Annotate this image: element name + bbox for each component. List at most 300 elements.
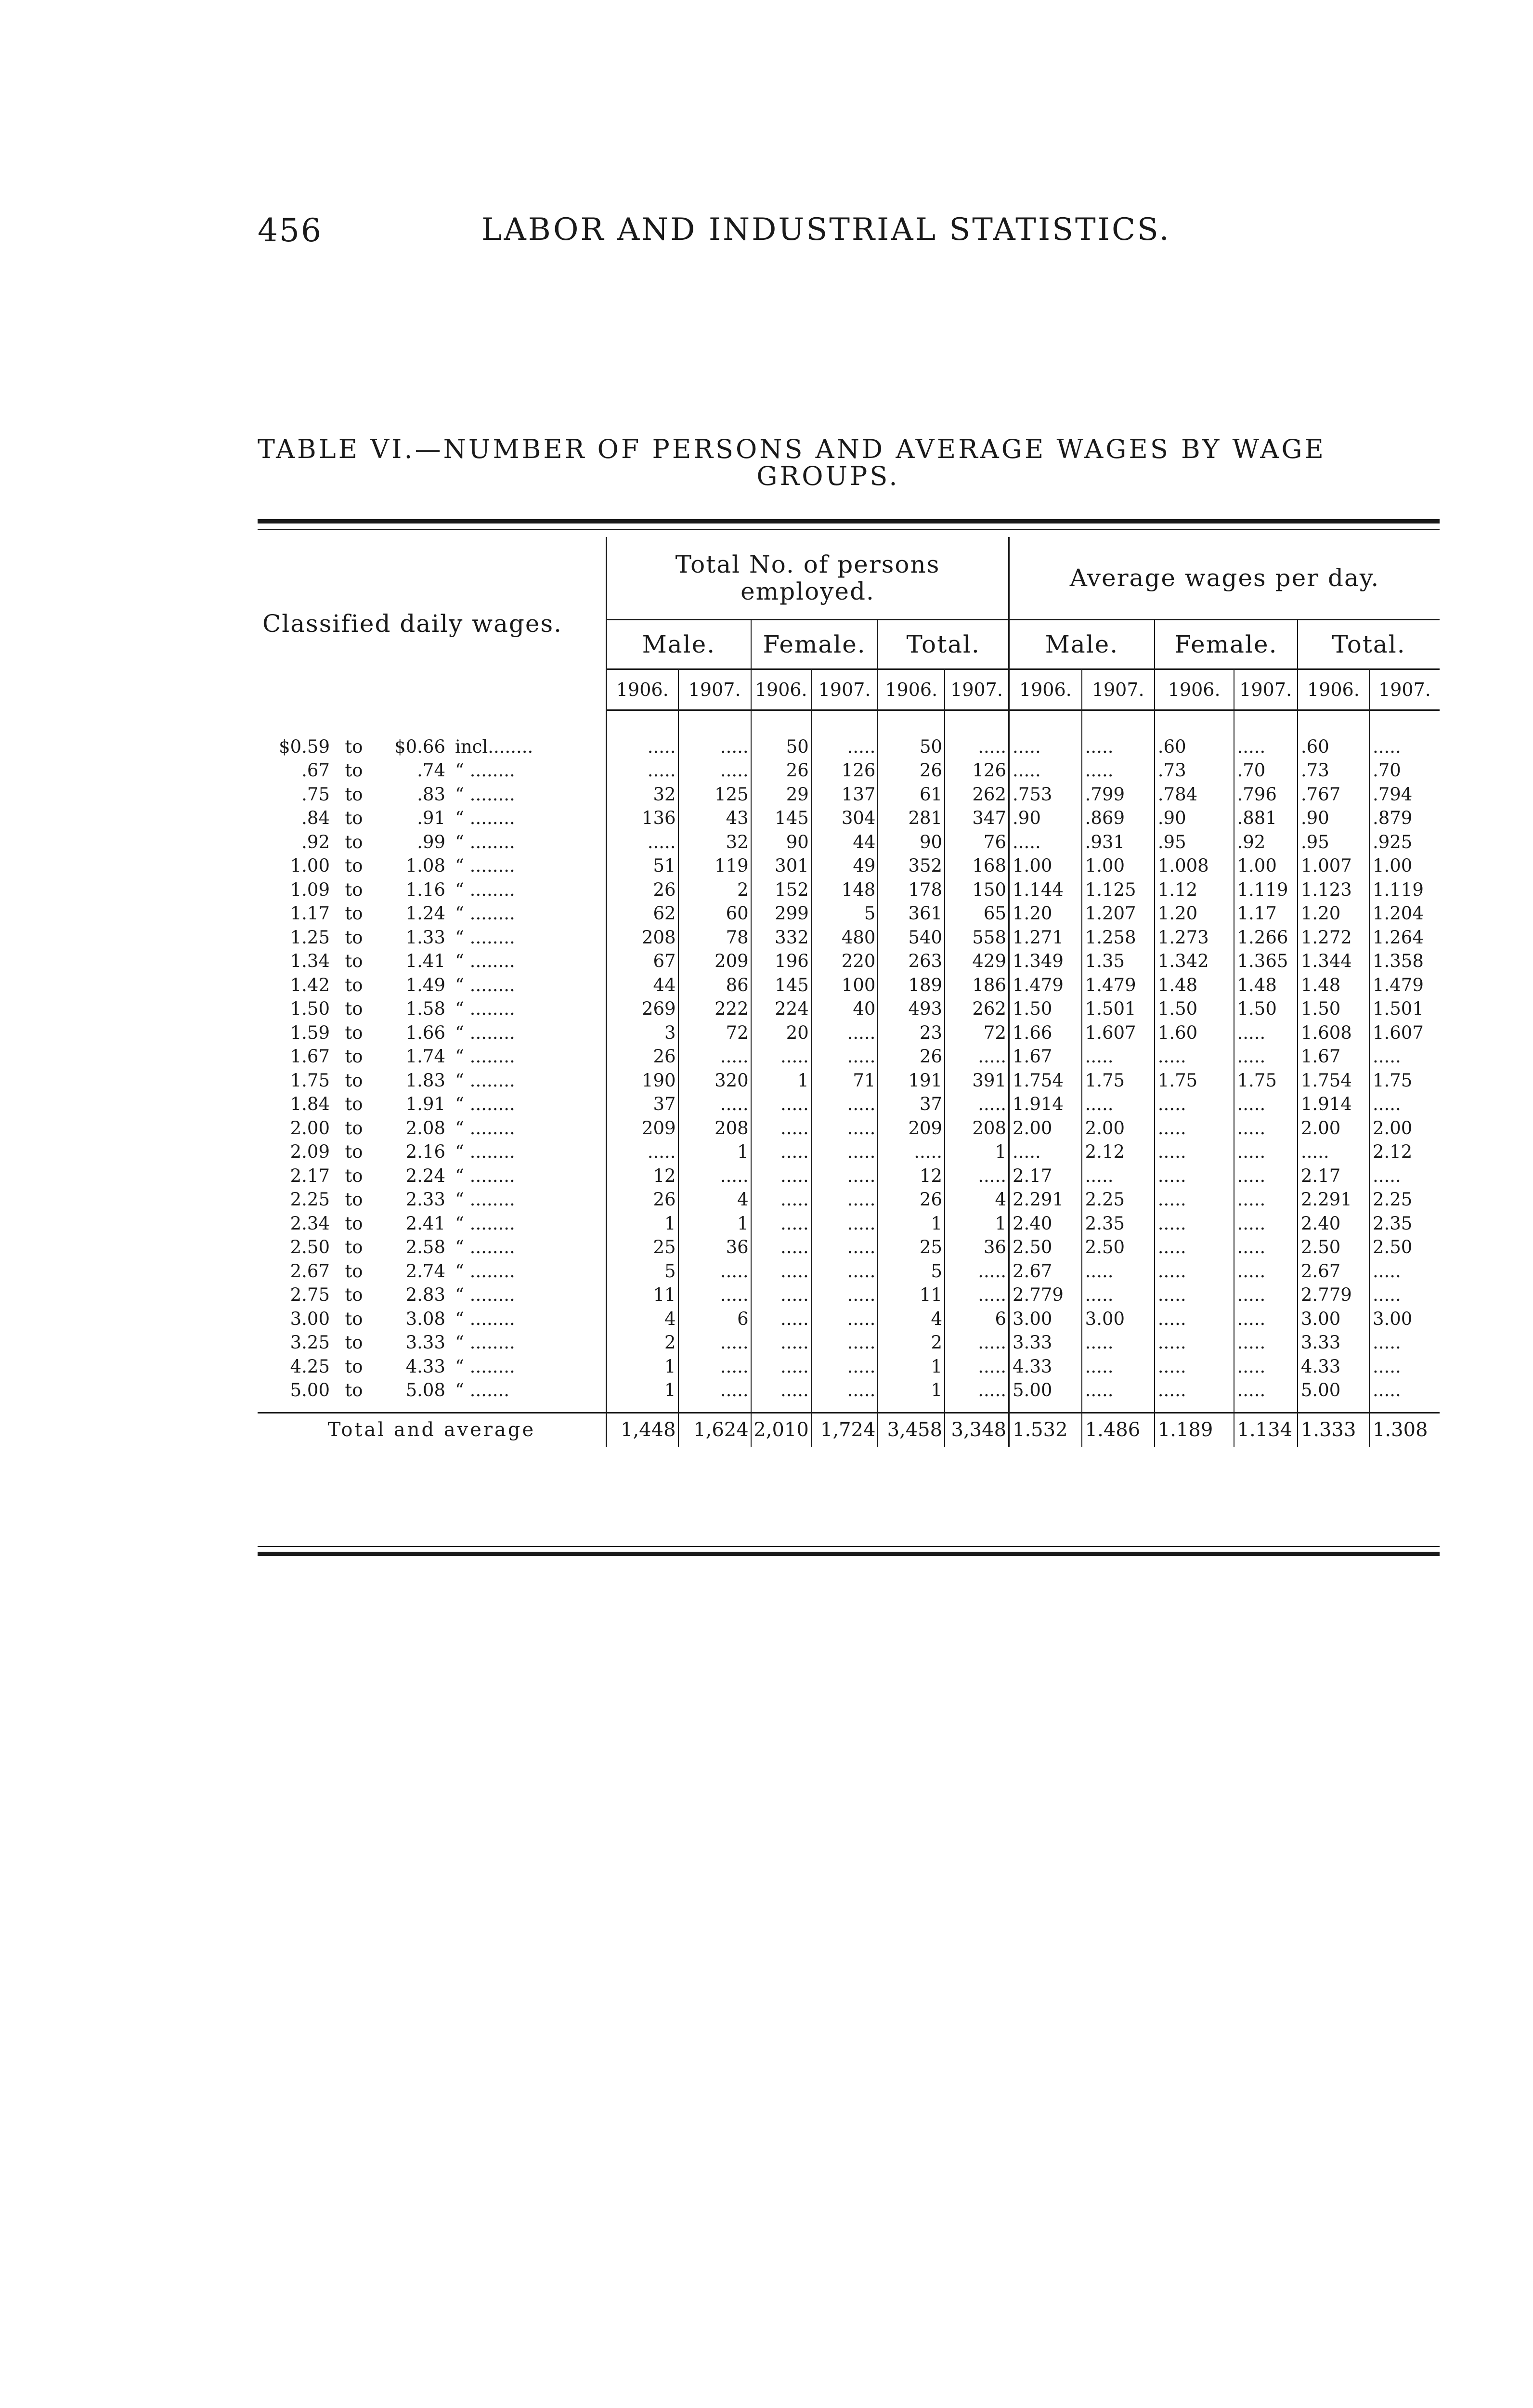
table-title-line-1: TABLE VI.—NUMBER OF PERSONS AND AVERAGE WAGES BY WAGE bbox=[258, 434, 1326, 464]
cell-f07: 40 bbox=[811, 997, 878, 1021]
header-classified-daily-wages: Classified daily wages. bbox=[258, 537, 607, 710]
table-row bbox=[258, 1045, 1440, 1069]
wage-range-label bbox=[258, 1355, 607, 1379]
cell-am07: 2.35 bbox=[1082, 1212, 1155, 1236]
cell-am07: ..... bbox=[1082, 1331, 1155, 1355]
cell-af06: .73 bbox=[1155, 759, 1234, 783]
cell-f06: ..... bbox=[751, 1355, 811, 1379]
cell-at06: .767 bbox=[1298, 783, 1369, 807]
wage-range-label bbox=[258, 1021, 607, 1045]
range-upto: 5.08 bbox=[405, 1380, 445, 1401]
cell-am07: ..... bbox=[1082, 1283, 1155, 1307]
range-to-word: to bbox=[345, 1141, 363, 1163]
cell-t06: 5 bbox=[878, 1259, 945, 1283]
range-to-word: to bbox=[345, 1213, 363, 1234]
cell-f06: ..... bbox=[751, 1116, 811, 1140]
table-row bbox=[258, 878, 1440, 902]
cell-at07: 1.204 bbox=[1372, 903, 1424, 924]
wage-range-label bbox=[258, 902, 607, 926]
range-suffix: “ ........ bbox=[455, 903, 515, 924]
wage-groups-table bbox=[258, 537, 1440, 1447]
cell-af07: ..... bbox=[1234, 1140, 1298, 1164]
table-row bbox=[258, 1307, 1440, 1331]
cell-am06: 1.67 bbox=[1009, 1045, 1082, 1069]
cell-f07: ..... bbox=[811, 1283, 878, 1307]
cell-m07: ..... bbox=[678, 1283, 751, 1307]
cell-m06: 62 bbox=[607, 902, 678, 926]
cell-at06: 2.779 bbox=[1298, 1283, 1369, 1307]
cell-at06: .60 bbox=[1298, 735, 1369, 759]
cell-t06: 61 bbox=[878, 783, 945, 807]
cell-f06: 332 bbox=[751, 926, 811, 950]
cell-t07: ..... bbox=[945, 1092, 1009, 1116]
cell-t07: 150 bbox=[945, 878, 1009, 902]
cell-t07: 1 bbox=[945, 1212, 1009, 1236]
range-upto: 1.41 bbox=[405, 951, 445, 972]
cell-f07: ..... bbox=[811, 1259, 878, 1283]
cell-am07: 1.125 bbox=[1082, 878, 1155, 902]
total-af07: 1.134 bbox=[1234, 1413, 1298, 1447]
cell-t06: 25 bbox=[878, 1235, 945, 1259]
cell-m06: 1 bbox=[607, 1355, 678, 1379]
cell-f06: 299 bbox=[751, 902, 811, 926]
range-from: 2.75 bbox=[290, 1284, 330, 1306]
cell-af06: ..... bbox=[1155, 1355, 1234, 1379]
cell-at06: 2.00 bbox=[1298, 1116, 1369, 1140]
table-row bbox=[258, 1283, 1440, 1307]
table-row bbox=[258, 1355, 1440, 1379]
table-body bbox=[258, 710, 1440, 1447]
cell-am07: .799 bbox=[1082, 783, 1155, 807]
cell-t07: ..... bbox=[945, 1045, 1009, 1069]
cell-at07: ..... bbox=[1372, 1332, 1401, 1353]
cell-af06: 1.20 bbox=[1155, 902, 1234, 926]
cell-m07: 209 bbox=[678, 949, 751, 973]
range-upto: 2.16 bbox=[405, 1141, 445, 1163]
range-suffix: “ ........ bbox=[455, 1070, 515, 1091]
running-head-title: LABOR AND INDUSTRIAL STATISTICS. bbox=[481, 212, 1171, 248]
cell-t07: 347 bbox=[945, 806, 1009, 830]
cell-m06: ..... bbox=[607, 1140, 678, 1164]
cell-am07: ..... bbox=[1082, 1092, 1155, 1116]
cell-af06: ..... bbox=[1155, 1307, 1234, 1331]
cell-af06: ..... bbox=[1155, 1045, 1234, 1069]
wage-range-label bbox=[258, 783, 607, 807]
cell-at07: 2.25 bbox=[1372, 1189, 1413, 1210]
cell-at07: ..... bbox=[1372, 736, 1401, 757]
cell-at07: .794 bbox=[1372, 784, 1413, 805]
cell-at06: 2.17 bbox=[1298, 1164, 1369, 1188]
cell-m07: 1 bbox=[678, 1140, 751, 1164]
cell-am07: ..... bbox=[1082, 1045, 1155, 1069]
cell-f06: 1 bbox=[751, 1069, 811, 1093]
range-suffix: “ ........ bbox=[455, 831, 515, 852]
year-header: 1906. bbox=[1298, 669, 1369, 710]
range-suffix: “ ........ bbox=[455, 974, 515, 995]
cell-f07: 100 bbox=[811, 973, 878, 997]
range-suffix: “ ........ bbox=[455, 927, 515, 948]
range-suffix: “ ........ bbox=[455, 808, 515, 829]
cell-t06: 281 bbox=[878, 806, 945, 830]
cell-f06: 90 bbox=[751, 830, 811, 854]
range-from: .75 bbox=[301, 784, 330, 805]
cell-m07: 119 bbox=[678, 854, 751, 878]
cell-t06: 361 bbox=[878, 902, 945, 926]
total-m06: 1,448 bbox=[607, 1413, 678, 1447]
range-to-word: to bbox=[345, 1022, 363, 1043]
cell-at06: 4.33 bbox=[1298, 1355, 1369, 1379]
cell-at07: .879 bbox=[1372, 808, 1413, 829]
cell-af07: 1.365 bbox=[1234, 949, 1298, 973]
cell-t06: 1 bbox=[878, 1355, 945, 1379]
range-to-word: to bbox=[345, 1070, 363, 1091]
cell-at06: ..... bbox=[1298, 1140, 1369, 1164]
total-t06: 3,458 bbox=[878, 1413, 945, 1447]
range-to-word: to bbox=[345, 1094, 363, 1115]
cell-at07: ..... bbox=[1372, 1380, 1401, 1401]
range-from: 1.00 bbox=[290, 855, 330, 877]
cell-at07: 1.479 bbox=[1372, 974, 1424, 995]
cell-at06: 2.40 bbox=[1298, 1212, 1369, 1236]
range-to-word: to bbox=[345, 903, 363, 924]
cell-at07: 2.35 bbox=[1372, 1213, 1413, 1234]
wage-range-label bbox=[258, 1092, 607, 1116]
table-row bbox=[258, 1331, 1440, 1355]
cell-f07: ..... bbox=[811, 1378, 878, 1402]
cell-f06: ..... bbox=[751, 1188, 811, 1212]
cell-m06: 32 bbox=[607, 783, 678, 807]
cell-am07: ..... bbox=[1082, 1259, 1155, 1283]
cell-m07: 208 bbox=[678, 1116, 751, 1140]
cell-at07: 1.607 bbox=[1372, 1022, 1424, 1043]
wage-table-container bbox=[258, 537, 1440, 1447]
range-upto: 1.16 bbox=[405, 879, 445, 900]
bottom-rule-thick bbox=[258, 1552, 1440, 1556]
range-to-word: to bbox=[345, 1237, 363, 1258]
cell-m06: 1 bbox=[607, 1378, 678, 1402]
cell-t07: 262 bbox=[945, 783, 1009, 807]
range-suffix: “ ........ bbox=[455, 1141, 515, 1163]
cell-f07: 44 bbox=[811, 830, 878, 854]
table-row bbox=[258, 1164, 1440, 1188]
range-suffix: “ ........ bbox=[455, 1332, 515, 1353]
cell-f06: ..... bbox=[751, 1283, 811, 1307]
range-suffix: “ ........ bbox=[455, 951, 515, 972]
cell-f06: 145 bbox=[751, 806, 811, 830]
cell-at07: 1.501 bbox=[1372, 998, 1424, 1020]
range-upto: 1.91 bbox=[405, 1094, 445, 1115]
cell-am06: .753 bbox=[1009, 783, 1082, 807]
cell-af07: ..... bbox=[1234, 1116, 1298, 1140]
range-to-word: to bbox=[345, 1046, 363, 1067]
cell-af07: ..... bbox=[1234, 1045, 1298, 1069]
cell-m06: 269 bbox=[607, 997, 678, 1021]
cell-m07: 320 bbox=[678, 1069, 751, 1093]
cell-f07: ..... bbox=[811, 1355, 878, 1379]
wage-range-label bbox=[258, 1069, 607, 1093]
cell-am06: 1.349 bbox=[1009, 949, 1082, 973]
cell-at06: 1.48 bbox=[1298, 973, 1369, 997]
cell-f07: ..... bbox=[811, 1116, 878, 1140]
header-wages-female: Female. bbox=[1155, 620, 1298, 669]
cell-af07: ..... bbox=[1234, 1021, 1298, 1045]
cell-af06: .95 bbox=[1155, 830, 1234, 854]
total-am06: 1.532 bbox=[1009, 1413, 1082, 1447]
range-upto: 2.74 bbox=[405, 1260, 445, 1282]
range-from: 1.84 bbox=[290, 1094, 330, 1115]
total-af06: 1.189 bbox=[1155, 1413, 1234, 1447]
cell-af06: ..... bbox=[1155, 1092, 1234, 1116]
header-persons-female: Female. bbox=[751, 620, 878, 669]
cell-am06: 2.17 bbox=[1009, 1164, 1082, 1188]
total-at07: 1.308 bbox=[1369, 1413, 1440, 1447]
cell-af07: ..... bbox=[1234, 1378, 1298, 1402]
range-suffix: “ ........ bbox=[455, 998, 515, 1020]
running-head bbox=[258, 212, 1187, 260]
header-wages-male: Male. bbox=[1009, 620, 1155, 669]
total-f06: 2,010 bbox=[751, 1413, 811, 1447]
cell-t06: 1 bbox=[878, 1212, 945, 1236]
range-suffix: “ ........ bbox=[455, 784, 515, 805]
cell-af06: 1.60 bbox=[1155, 1021, 1234, 1045]
cell-m06: 12 bbox=[607, 1164, 678, 1188]
range-upto: 1.49 bbox=[405, 974, 445, 995]
cell-f06: 145 bbox=[751, 973, 811, 997]
cell-m07: 125 bbox=[678, 783, 751, 807]
cell-at07: ..... bbox=[1372, 1356, 1401, 1377]
cell-am06: .90 bbox=[1009, 806, 1082, 830]
range-from: 1.25 bbox=[290, 927, 330, 948]
cell-t06: 50 bbox=[878, 735, 945, 759]
cell-af07: .796 bbox=[1234, 783, 1298, 807]
range-suffix: “ ........ bbox=[455, 1213, 515, 1234]
range-from: .84 bbox=[301, 808, 330, 829]
cell-t06: 178 bbox=[878, 878, 945, 902]
cell-f06: ..... bbox=[751, 1140, 811, 1164]
cell-f06: ..... bbox=[751, 1235, 811, 1259]
range-suffix: “ ........ bbox=[455, 1237, 515, 1258]
cell-am06: 2.291 bbox=[1009, 1188, 1082, 1212]
cell-f07: ..... bbox=[811, 1140, 878, 1164]
range-to-word: to bbox=[345, 974, 363, 995]
cell-m07: 72 bbox=[678, 1021, 751, 1045]
cell-t07: 6 bbox=[945, 1307, 1009, 1331]
cell-am06: 5.00 bbox=[1009, 1378, 1082, 1402]
cell-am06: 2.00 bbox=[1009, 1116, 1082, 1140]
cell-t07: 76 bbox=[945, 830, 1009, 854]
cell-m06: 190 bbox=[607, 1069, 678, 1093]
cell-at07: ..... bbox=[1372, 1165, 1401, 1186]
cell-at06: 3.00 bbox=[1298, 1307, 1369, 1331]
total-m07: 1,624 bbox=[678, 1413, 751, 1447]
range-from: 1.09 bbox=[290, 879, 330, 900]
range-from: .67 bbox=[301, 760, 330, 781]
cell-af06: ..... bbox=[1155, 1331, 1234, 1355]
cell-af07: ..... bbox=[1234, 1259, 1298, 1283]
cell-t06: 1 bbox=[878, 1378, 945, 1402]
range-upto: 1.08 bbox=[405, 855, 445, 877]
cell-at07: .70 bbox=[1372, 760, 1401, 781]
cell-f07: ..... bbox=[811, 1212, 878, 1236]
cell-af07: 1.266 bbox=[1234, 926, 1298, 950]
cell-f06: 301 bbox=[751, 854, 811, 878]
range-upto: 1.58 bbox=[405, 998, 445, 1020]
wage-range-label bbox=[258, 1045, 607, 1069]
range-from: 1.67 bbox=[290, 1046, 330, 1067]
cell-m06: 67 bbox=[607, 949, 678, 973]
cell-f06: ..... bbox=[751, 1307, 811, 1331]
cell-am06: 3.33 bbox=[1009, 1331, 1082, 1355]
range-upto: 1.33 bbox=[405, 927, 445, 948]
cell-at06: 1.914 bbox=[1298, 1092, 1369, 1116]
cell-m06: 136 bbox=[607, 806, 678, 830]
cell-t07: 4 bbox=[945, 1188, 1009, 1212]
cell-t06: 189 bbox=[878, 973, 945, 997]
cell-at06: 1.344 bbox=[1298, 949, 1369, 973]
cell-f07: ..... bbox=[811, 1331, 878, 1355]
cell-t06: 4 bbox=[878, 1307, 945, 1331]
range-to-word: to bbox=[345, 736, 363, 757]
range-from: 2.09 bbox=[290, 1141, 330, 1163]
cell-at06: 1.20 bbox=[1298, 902, 1369, 926]
cell-f07: ..... bbox=[811, 1188, 878, 1212]
cell-f06: 29 bbox=[751, 783, 811, 807]
cell-t06: 493 bbox=[878, 997, 945, 1021]
cell-t06: 191 bbox=[878, 1069, 945, 1093]
cell-am07: ..... bbox=[1082, 1378, 1155, 1402]
cell-at06: 1.272 bbox=[1298, 926, 1369, 950]
year-header: 1906. bbox=[1009, 669, 1082, 710]
cell-m06: 26 bbox=[607, 1188, 678, 1212]
cell-t07: 168 bbox=[945, 854, 1009, 878]
cell-am06: 1.20 bbox=[1009, 902, 1082, 926]
cell-am06: 2.50 bbox=[1009, 1235, 1082, 1259]
cell-am06: ..... bbox=[1009, 759, 1082, 783]
cell-t07: 429 bbox=[945, 949, 1009, 973]
cell-am06: 1.754 bbox=[1009, 1069, 1082, 1093]
table-row bbox=[258, 830, 1440, 854]
range-suffix: “ ........ bbox=[455, 1046, 515, 1067]
range-from: $0.59 bbox=[279, 736, 330, 757]
page-number: 456 bbox=[258, 212, 323, 249]
cell-af07: ..... bbox=[1234, 1235, 1298, 1259]
year-header: 1906. bbox=[878, 669, 945, 710]
table-row bbox=[258, 1140, 1440, 1164]
cell-t07: ..... bbox=[945, 735, 1009, 759]
cell-f06: ..... bbox=[751, 1164, 811, 1188]
cell-at06: 2.67 bbox=[1298, 1259, 1369, 1283]
cell-m07: 222 bbox=[678, 997, 751, 1021]
cell-at06: 1.608 bbox=[1298, 1021, 1369, 1045]
range-from: 2.00 bbox=[290, 1117, 330, 1139]
total-row bbox=[258, 1413, 1440, 1447]
range-upto: $0.66 bbox=[394, 736, 445, 757]
cell-f06: ..... bbox=[751, 1045, 811, 1069]
cell-af06: ..... bbox=[1155, 1378, 1234, 1402]
range-upto: 2.83 bbox=[405, 1284, 445, 1306]
range-suffix: “ ........ bbox=[455, 1094, 515, 1115]
cell-am07: 1.607 bbox=[1082, 1021, 1155, 1045]
range-to-word: to bbox=[345, 998, 363, 1020]
range-suffix: “ ........ bbox=[455, 879, 515, 900]
cell-af07: 1.119 bbox=[1234, 878, 1298, 902]
range-to-word: to bbox=[345, 1189, 363, 1210]
range-upto: .99 bbox=[417, 831, 445, 852]
cell-at07: 1.75 bbox=[1372, 1070, 1413, 1091]
range-to-word: to bbox=[345, 1380, 363, 1401]
cell-f07: 480 bbox=[811, 926, 878, 950]
wage-range-label bbox=[258, 1259, 607, 1283]
cell-at07: 1.264 bbox=[1372, 927, 1424, 948]
range-upto: 4.33 bbox=[405, 1356, 445, 1377]
cell-f07: 304 bbox=[811, 806, 878, 830]
cell-t06: 26 bbox=[878, 1188, 945, 1212]
range-from: 1.17 bbox=[290, 903, 330, 924]
range-upto: 3.33 bbox=[405, 1332, 445, 1353]
cell-f07: 137 bbox=[811, 783, 878, 807]
cell-am07: .869 bbox=[1082, 806, 1155, 830]
cell-t07: ..... bbox=[945, 1259, 1009, 1283]
cell-am07: ..... bbox=[1082, 735, 1155, 759]
range-from: 5.00 bbox=[290, 1380, 330, 1401]
cell-am07: ..... bbox=[1082, 1164, 1155, 1188]
cell-at06: 3.33 bbox=[1298, 1331, 1369, 1355]
range-suffix: “ ........ bbox=[455, 1189, 515, 1210]
wage-range-label bbox=[258, 1331, 607, 1355]
wage-range-label bbox=[258, 878, 607, 902]
cell-af07: ..... bbox=[1234, 1283, 1298, 1307]
table-row bbox=[258, 926, 1440, 950]
cell-t07: 262 bbox=[945, 997, 1009, 1021]
cell-af06: ..... bbox=[1155, 1116, 1234, 1140]
cell-m07: 6 bbox=[678, 1307, 751, 1331]
cell-f06: ..... bbox=[751, 1212, 811, 1236]
cell-af06: .60 bbox=[1155, 735, 1234, 759]
cell-t07: 391 bbox=[945, 1069, 1009, 1093]
range-upto: 2.08 bbox=[405, 1117, 445, 1139]
cell-af06: 1.75 bbox=[1155, 1069, 1234, 1093]
cell-t06: 12 bbox=[878, 1164, 945, 1188]
cell-m07: ..... bbox=[678, 759, 751, 783]
cell-f07: 220 bbox=[811, 949, 878, 973]
cell-m07: 2 bbox=[678, 878, 751, 902]
table-row bbox=[258, 1188, 1440, 1212]
header-average-wages-per-day: Average wages per day. bbox=[1069, 564, 1380, 592]
cell-at06: 2.291 bbox=[1298, 1188, 1369, 1212]
cell-am06: 1.144 bbox=[1009, 878, 1082, 902]
range-to-word: to bbox=[345, 1165, 363, 1186]
year-header: 1906. bbox=[1155, 669, 1234, 710]
cell-f06: 26 bbox=[751, 759, 811, 783]
cell-am07: 1.479 bbox=[1082, 973, 1155, 997]
year-header: 1907. bbox=[811, 669, 878, 710]
cell-t07: ..... bbox=[945, 1331, 1009, 1355]
cell-t07: 558 bbox=[945, 926, 1009, 950]
cell-t06: 37 bbox=[878, 1092, 945, 1116]
range-upto: .83 bbox=[417, 784, 445, 805]
header-persons-total: Total. bbox=[878, 620, 1009, 669]
cell-am07: .931 bbox=[1082, 830, 1155, 854]
range-from: 3.00 bbox=[290, 1308, 330, 1329]
cell-af06: ..... bbox=[1155, 1283, 1234, 1307]
cell-m07: ..... bbox=[678, 735, 751, 759]
cell-am06: 1.50 bbox=[1009, 997, 1082, 1021]
cell-at07: .925 bbox=[1372, 831, 1413, 852]
cell-af06: .90 bbox=[1155, 806, 1234, 830]
cell-am07: 1.00 bbox=[1082, 854, 1155, 878]
cell-f07: ..... bbox=[811, 1235, 878, 1259]
cell-at07: 2.12 bbox=[1372, 1141, 1413, 1163]
